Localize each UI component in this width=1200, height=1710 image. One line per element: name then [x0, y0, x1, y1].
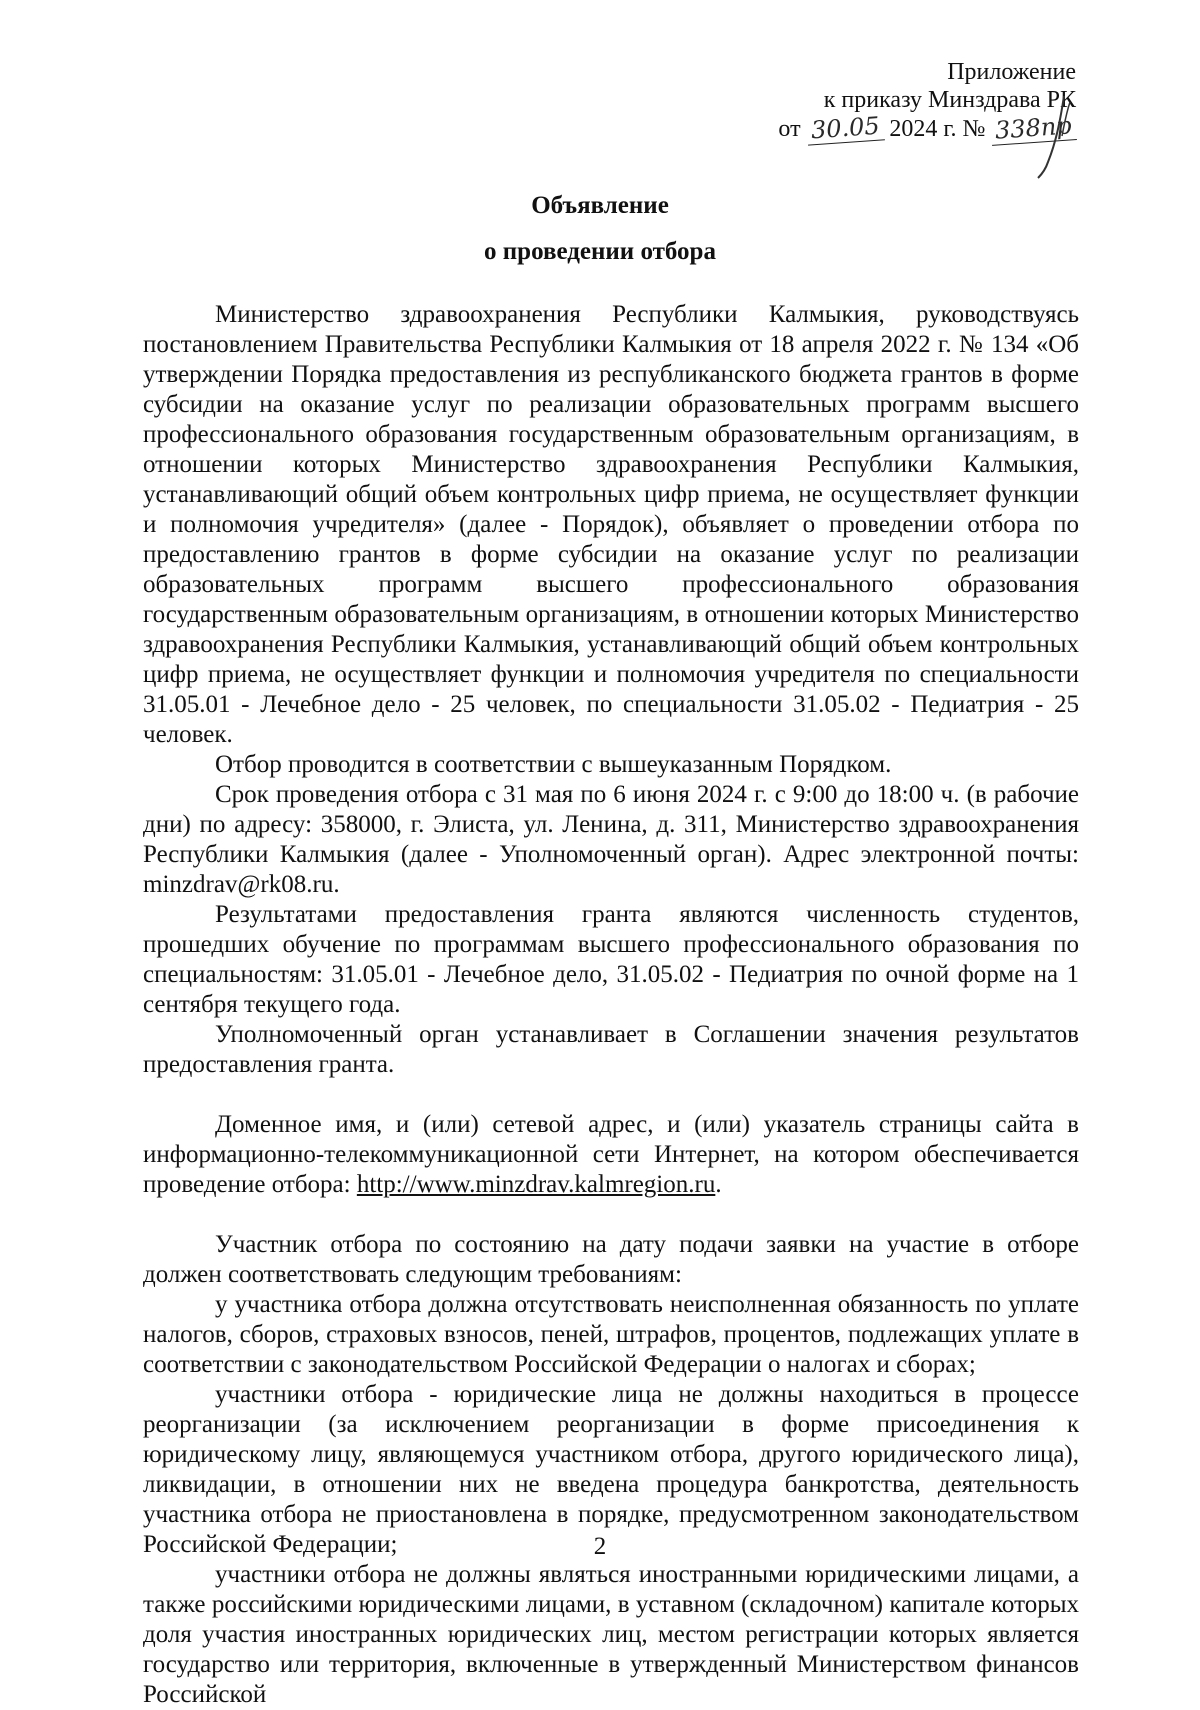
order-reference: к приказу Минздрава РК [823, 87, 1076, 113]
paragraph-terms: Срок проведения отбора с 31 мая по 6 июня 2024 г. с 9:00 до 18:00 ч. (в рабочие дни) по адресу: 358000, г. Элиста, ул. Ленина, д. 311, Министерство здравоохранения Республики Калмыкия (далее - Уполномоченный орган). Адрес электронной почты: minzdrav@rk08.ru. [143, 781, 1079, 898]
website-end: . [715, 1171, 722, 1198]
title-line-1: Объявление [531, 192, 669, 219]
website-link[interactable]: http://www.minzdrav.kalmregion.ru [356, 1171, 716, 1198]
paragraph-requirement-taxes: у участника отбора должна отсутствовать неисполненная обязанность по уплате налогов, сборов, страховых взносов, пеней, штрафов, процентов, подлежащих уплате в соответствии с законодательством Российской Федерации о налогах и сборах; [143, 1291, 1079, 1378]
order-year: 2024 г. № [889, 116, 986, 142]
paragraph-website [143, 1110, 1079, 1200]
date-prefix: от [778, 116, 801, 142]
announcement-title [0, 183, 1200, 275]
paragraph-agreement: Уполномоченный орган устанавливает в Соглашении значения результатов предоставления гранта. [143, 1021, 1079, 1078]
paragraph-requirements-intro: Участник отбора по состоянию на дату подачи заявки на участие в отборе должен соответствовать следующим требованиям: [143, 1231, 1079, 1288]
title-line-2: о проведении отбора [484, 238, 716, 265]
paragraph-requirement-reorganization: участники отбора - юридические лица не должны находиться в процессе реорганизации (за исключением реорганизации в форме присоединения к юридическому лицу, являющемуся участником отбора, другого юридического лица), ликвидации, в отношении них не введена процедура банкротства, деятельность участника отбора не приостановлена в порядке, предусмотренном законодательством Российской Федерации; [143, 1381, 1079, 1558]
appendix-label: Приложение [947, 59, 1076, 85]
paragraph-requirement-foreign: участники отбора не должны являться иностранными юридическими лицами, а также российскими юридическими лицами, в уставном (складочном) капитале которых доля участия иностранных юридических лиц, местом регистрации которых является государство или территория, включенные в утвержденный Министерством финансов Российской [143, 1561, 1079, 1708]
website-text: Доменное имя, и (или) сетевой адрес, и (или) указатель страницы сайта в информационно-телекоммуникационной сети Интернет, на котором обеспечивается проведение отбора: [143, 1111, 1079, 1198]
paragraph-results: Результатами предоставления гранта являются численность студентов, прошедших обучение по программам высшего профессионального образования по специальностям: 31.05.01 - Лечебное дело, 31.05.02 - Педиатрия по очной форме на 1 сентября текущего года. [143, 901, 1079, 1018]
handwritten-flourish [1012, 92, 1082, 182]
paragraph-intro: Министерство здравоохранения Республики Калмыкия, руководствуясь постановлением Правительства Республики Калмыкия от 18 апреля 2022 г. № 134 «Об утверждении Порядка предоставления из республиканского бюджета грантов в форме субсидии на оказание услуг по реализации образовательных программ высшего профессионального образования государственным образовательным организациям, в отношении которых Министерство здравоохранения Республики Калмыкия, устанавливающий общий объем контрольных цифр приема, не осуществляет функции и полномочия учредителя» (далее - Порядок), объявляет о проведении отбора по предоставлению грантов в форме субсидии на оказание услуг по реализации образовательных программ высшего профессионального образования государственным образовательным организациям, в отношении которых Министерство здравоохранения Республики Калмыкия, устанавливающий общий объем контрольных цифр приема, не осуществляет функции и полномочия учредителя по специальности 31.05.01 - Лечебное дело - 25 человек, по специальности 31.05.02 - Педиатрия - 25 человек. [143, 301, 1079, 748]
page-number: 2 [593, 1533, 607, 1560]
paragraph-procedure: Отбор проводится в соответствии с вышеуказанным Порядком. [215, 751, 892, 778]
handwritten-date: 30.05 [806, 111, 885, 145]
document-body [143, 300, 1079, 1710]
handwritten-order-number: 338пр [990, 111, 1076, 146]
